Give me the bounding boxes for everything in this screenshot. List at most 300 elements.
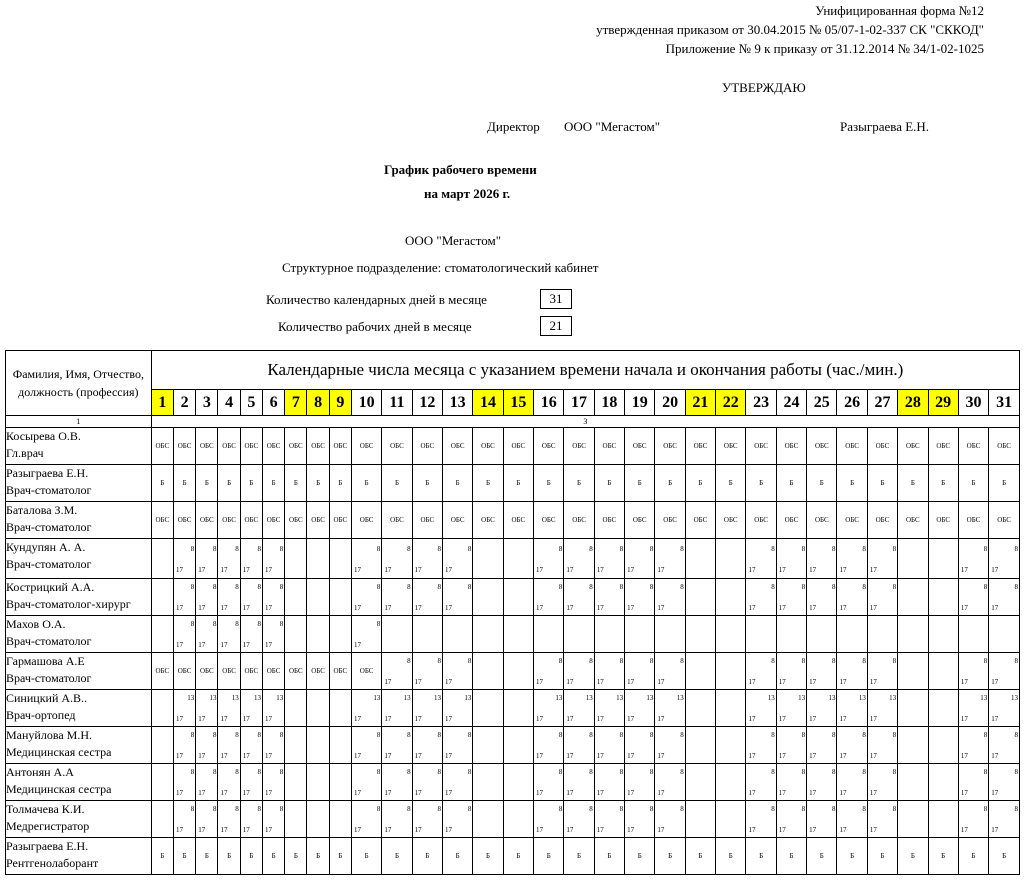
shift-start: 8: [589, 805, 593, 813]
schedule-cell: ОБС: [240, 653, 262, 690]
day-header-29: 29: [928, 390, 958, 416]
schedule-cell: [443, 579, 473, 616]
shift-end: 17: [536, 752, 544, 760]
schedule-cell: [503, 539, 533, 579]
schedule-cell: [196, 616, 218, 653]
employee-position: Врач-стоматолог: [6, 520, 92, 534]
schedule-cell: [928, 653, 958, 690]
schedule-cell: [898, 539, 928, 579]
schedule-cell: [807, 539, 837, 579]
schedule-cell: [928, 539, 958, 579]
schedule-cell: [958, 653, 988, 690]
schedule-cell: [625, 579, 655, 616]
shift-start: 8: [680, 583, 684, 591]
schedule-cell: ОБС: [307, 428, 329, 465]
shift-start: 8: [862, 805, 866, 813]
shift-end: 17: [175, 752, 183, 760]
schedule-cell: Б: [625, 465, 655, 502]
shift-end: 17: [596, 678, 604, 686]
employee-cell: [6, 727, 152, 764]
schedule-cell: [655, 690, 685, 727]
day-header-1: 1: [151, 390, 173, 416]
shift-end: 17: [839, 678, 847, 686]
shift-end: 17: [778, 752, 786, 760]
schedule-cell: [746, 727, 776, 764]
schedule-cell: [382, 579, 412, 616]
schedule-cell: Б: [443, 838, 473, 875]
schedule-cell: [989, 579, 1020, 616]
shift-end: 17: [960, 565, 968, 574]
shift-end: 17: [242, 604, 250, 612]
schedule-cell: [473, 801, 503, 838]
shift-start: 8: [257, 620, 261, 628]
shift-end: 17: [242, 752, 250, 760]
shift-start: 13: [464, 694, 472, 702]
schedule-cell: [218, 579, 240, 616]
schedule-cell: ОБС: [685, 428, 715, 465]
shift-start: 8: [212, 731, 217, 739]
schedule-cell: Б: [958, 465, 988, 502]
schedule-cell: ОБС: [240, 428, 262, 465]
schedule-cell: ОБС: [503, 428, 533, 465]
schedule-cell: [503, 653, 533, 690]
schedule-cell: [329, 539, 351, 579]
schedule-cell: [240, 727, 262, 764]
schedule-cell: Б: [240, 838, 262, 875]
schedule-cell: [837, 727, 867, 764]
schedule-cell: Б: [329, 465, 351, 502]
page-title: График рабочего времени: [384, 162, 537, 177]
schedule-cell: Б: [196, 465, 218, 502]
schedule-cell: [625, 539, 655, 579]
shift-end: 17: [596, 604, 604, 612]
employee-position: Врач-стоматолог: [6, 557, 92, 571]
schedule-cell: Б: [928, 838, 958, 875]
schedule-cell: [307, 690, 329, 727]
shift-end: 17: [566, 789, 574, 797]
shift-start: 8: [212, 805, 217, 813]
shift-end: 17: [869, 752, 877, 760]
schedule-cell: [746, 616, 776, 653]
shift-end: 17: [809, 565, 817, 574]
schedule-table: [5, 350, 1020, 875]
shift-start: 8: [235, 731, 239, 739]
day-header-23: 23: [746, 390, 776, 416]
employee-name: Синицкий А.В..: [6, 691, 88, 705]
schedule-cell: ОБС: [655, 502, 685, 539]
shift-start: 8: [649, 731, 654, 739]
shift-start: 8: [437, 657, 441, 665]
shift-end: 17: [748, 678, 756, 686]
schedule-cell: Б: [746, 838, 776, 875]
schedule-cell: [412, 764, 442, 801]
shift-start: 8: [862, 657, 866, 665]
shift-start: 8: [831, 768, 836, 776]
shift-start: 8: [257, 768, 261, 776]
schedule-cell: Б: [655, 838, 685, 875]
schedule-cell: [351, 764, 381, 801]
schedule-cell: [382, 801, 412, 838]
schedule-cell: Б: [307, 838, 329, 875]
schedule-cell: [262, 801, 284, 838]
shift-end: 17: [445, 678, 452, 686]
schedule-cell: Б: [837, 465, 867, 502]
shift-end: 17: [809, 715, 817, 723]
employee-cell: [6, 653, 152, 690]
schedule-cell: [196, 801, 218, 838]
schedule-cell: [240, 616, 262, 653]
shift-end: 17: [748, 565, 756, 574]
shift-start: 8: [1014, 657, 1018, 665]
schedule-cell: [989, 653, 1020, 690]
schedule-cell: ОБС: [564, 502, 594, 539]
shift-start: 13: [231, 694, 239, 702]
shift-start: 8: [235, 620, 239, 628]
schedule-cell: [867, 539, 897, 579]
shift-end: 17: [536, 565, 544, 574]
schedule-cell: Б: [151, 838, 173, 875]
schedule-cell: [716, 616, 746, 653]
schedule-cell: ОБС: [151, 428, 173, 465]
shift-start: 8: [257, 544, 261, 553]
shift-start: 8: [680, 805, 684, 813]
schedule-cell: [989, 690, 1020, 727]
schedule-cell: ОБС: [196, 428, 218, 465]
schedule-cell: ОБС: [655, 428, 685, 465]
schedule-cell: [329, 690, 351, 727]
schedule-cell: [867, 801, 897, 838]
schedule-cell: ОБС: [625, 502, 655, 539]
shift-start: 8: [376, 544, 381, 553]
day-header-16: 16: [534, 390, 564, 416]
schedule-cell: Б: [173, 465, 195, 502]
schedule-cell: [351, 690, 381, 727]
shift-start: 8: [376, 805, 381, 813]
shift-start: 8: [437, 768, 441, 776]
shift-start: 8: [407, 583, 411, 591]
schedule-cell: [837, 616, 867, 653]
schedule-cell: [594, 690, 624, 727]
schedule-cell: [746, 801, 776, 838]
schedule-cell: [151, 801, 173, 838]
shift-start: 8: [212, 583, 217, 591]
shift-end: 17: [809, 604, 817, 612]
employee-cell: [6, 579, 152, 616]
schedule-cell: ОБС: [351, 502, 381, 539]
schedule-cell: ОБС: [564, 428, 594, 465]
shift-start: 8: [190, 583, 195, 591]
schedule-cell: [898, 653, 928, 690]
schedule-cell: [240, 539, 262, 579]
shift-end: 17: [991, 826, 999, 834]
schedule-cell: ОБС: [329, 428, 351, 465]
director-org: ООО "Мегастом": [564, 119, 661, 134]
schedule-cell: [218, 690, 240, 727]
shift-start: 8: [1014, 544, 1018, 553]
employee-position: Медицинская сестра: [6, 745, 112, 759]
shift-start: 8: [467, 657, 472, 665]
schedule-cell: Б: [262, 838, 284, 875]
schedule-cell: ОБС: [534, 502, 564, 539]
schedule-cell: ОБС: [989, 428, 1020, 465]
schedule-cell: [240, 801, 262, 838]
schedule-cell: [173, 801, 195, 838]
shift-end: 17: [414, 789, 422, 797]
schedule-cell: Б: [807, 838, 837, 875]
schedule-cell: [412, 539, 442, 579]
schedule-cell: ОБС: [503, 502, 533, 539]
shift-start: 8: [801, 768, 806, 776]
shift-start: 13: [585, 694, 593, 702]
schedule-cell: [807, 801, 837, 838]
shift-end: 17: [198, 565, 206, 574]
schedule-cell: ОБС: [958, 502, 988, 539]
schedule-cell: [262, 727, 284, 764]
shift-start: 8: [437, 805, 441, 813]
schedule-cell: ОБС: [716, 502, 746, 539]
shift-end: 17: [220, 604, 228, 612]
schedule-cell: [285, 764, 307, 801]
schedule-cell: [329, 801, 351, 838]
shift-start: 8: [558, 731, 563, 739]
shift-start: 8: [619, 583, 624, 591]
schedule-cell: Б: [151, 465, 173, 502]
schedule-cell: [867, 764, 897, 801]
shift-end: 17: [778, 604, 786, 612]
schedule-cell: ОБС: [716, 428, 746, 465]
schedule-cell: [867, 690, 897, 727]
shift-start: 8: [649, 583, 654, 591]
schedule-cell: Б: [534, 838, 564, 875]
shift-end: 17: [445, 752, 452, 760]
schedule-cell: [594, 539, 624, 579]
employee-name: Баталова З.М.: [6, 503, 78, 517]
schedule-cell: [898, 764, 928, 801]
schedule-cell: [564, 764, 594, 801]
schedule-cell: [473, 690, 503, 727]
schedule-cell: [382, 764, 412, 801]
schedule-cell: [625, 727, 655, 764]
schedule-cell: Б: [867, 838, 897, 875]
shift-end: 17: [627, 565, 635, 574]
employee-cell: [6, 428, 152, 465]
schedule-cell: [503, 690, 533, 727]
table-row: [6, 801, 1020, 838]
shift-end: 17: [809, 826, 817, 834]
schedule-cell: [534, 764, 564, 801]
shift-start: 8: [862, 583, 866, 591]
table-row: [6, 838, 1020, 875]
shift-end: 17: [991, 565, 999, 574]
schedule-cell: ОБС: [898, 428, 928, 465]
shift-start: 8: [235, 544, 239, 553]
shift-end: 17: [839, 604, 847, 612]
shift-start: 13: [253, 694, 261, 702]
schedule-cell: [285, 690, 307, 727]
shift-end: 17: [445, 789, 452, 797]
shift-end: 17: [242, 826, 250, 834]
shift-end: 17: [596, 826, 604, 834]
shift-start: 8: [983, 768, 988, 776]
schedule-cell: [307, 579, 329, 616]
schedule-cell: [716, 764, 746, 801]
shift-start: 13: [373, 694, 381, 702]
shift-end: 17: [414, 752, 422, 760]
schedule-cell: [329, 616, 351, 653]
schedule-cell: ОБС: [218, 502, 240, 539]
shift-start: 8: [619, 768, 624, 776]
shift-end: 17: [596, 752, 604, 760]
shift-end: 17: [353, 789, 361, 797]
shift-start: 8: [862, 544, 866, 553]
schedule-cell: [807, 690, 837, 727]
shift-end: 17: [839, 752, 847, 760]
shift-start: 8: [212, 544, 217, 553]
employee-position: Рентгенолаборант: [6, 856, 99, 870]
schedule-cell: Б: [503, 465, 533, 502]
schedule-cell: [746, 653, 776, 690]
shift-start: 8: [831, 731, 836, 739]
employee-name: Кундупян А. А.: [6, 540, 86, 554]
shift-start: 8: [892, 657, 897, 665]
schedule-cell: [443, 616, 473, 653]
schedule-cell: Б: [240, 465, 262, 502]
schedule-cell: Б: [716, 838, 746, 875]
schedule-cell: [776, 801, 806, 838]
work-days-label: Количество рабочих дней в месяце: [278, 319, 472, 334]
schedule-cell: ОБС: [867, 428, 897, 465]
shift-start: 8: [983, 544, 988, 553]
schedule-cell: Б: [262, 465, 284, 502]
shift-end: 17: [242, 641, 250, 649]
schedule-cell: [285, 539, 307, 579]
shift-start: 8: [801, 657, 806, 665]
shift-end: 17: [596, 565, 604, 574]
schedule-cell: [443, 764, 473, 801]
schedule-cell: [655, 727, 685, 764]
shift-end: 17: [960, 715, 968, 723]
schedule-cell: ОБС: [262, 502, 284, 539]
schedule-cell: [218, 801, 240, 838]
schedule-cell: [776, 539, 806, 579]
shift-start: 13: [616, 694, 624, 702]
shift-end: 17: [264, 641, 272, 649]
shift-start: 8: [467, 544, 472, 553]
shift-end: 17: [445, 826, 452, 834]
shift-end: 17: [264, 715, 272, 723]
schedule-cell: [898, 690, 928, 727]
employee-cell: [6, 539, 152, 579]
day-header-12: 12: [412, 390, 442, 416]
schedule-cell: [307, 539, 329, 579]
shift-start: 8: [407, 768, 411, 776]
schedule-cell: [196, 690, 218, 727]
shift-end: 17: [414, 604, 422, 612]
shift-start: 8: [279, 731, 284, 739]
schedule-cell: Б: [898, 838, 928, 875]
schedule-cell: Б: [564, 838, 594, 875]
day-header-20: 20: [655, 390, 685, 416]
schedule-cell: [262, 616, 284, 653]
shift-end: 17: [384, 752, 392, 760]
shift-end: 17: [839, 789, 847, 797]
shift-end: 17: [748, 789, 756, 797]
day-header-24: 24: [776, 390, 806, 416]
approved-order-line: утвержденная приказом от 30.04.2015 № 05/07-1-02-337 СК "СККОД": [596, 22, 984, 37]
shift-end: 17: [220, 715, 228, 723]
day-header-6: 6: [262, 390, 284, 416]
name-column-header: Фамилия, Имя, Отчество, должность (профессия): [6, 351, 152, 416]
shift-start: 8: [619, 544, 624, 553]
shift-start: 13: [434, 694, 441, 702]
shift-start: 13: [828, 694, 836, 702]
schedule-cell: ОБС: [412, 428, 442, 465]
shift-end: 17: [264, 604, 272, 612]
schedule-cell: [196, 539, 218, 579]
schedule-cell: [776, 727, 806, 764]
employee-cell: [6, 465, 152, 502]
table-row: [6, 727, 1020, 764]
schedule-cell: ОБС: [625, 428, 655, 465]
day-header-13: 13: [443, 390, 473, 416]
calendar-days-value: 31: [540, 289, 572, 309]
schedule-cell: [382, 616, 412, 653]
schedule-cell: [262, 764, 284, 801]
schedule-cell: [928, 801, 958, 838]
schedule-cell: [151, 579, 173, 616]
schedule-cell: [746, 764, 776, 801]
schedule-cell: [655, 616, 685, 653]
schedule-cell: ОБС: [594, 428, 624, 465]
schedule-cell: ОБС: [443, 502, 473, 539]
schedule-cell: [716, 727, 746, 764]
schedule-cell: [989, 539, 1020, 579]
schedule-cell: [594, 727, 624, 764]
shift-end: 17: [748, 715, 756, 723]
schedule-cell: [382, 539, 412, 579]
schedule-cell: [443, 690, 473, 727]
shift-end: 17: [536, 678, 544, 686]
shift-end: 17: [657, 678, 665, 686]
schedule-cell: ОБС: [928, 502, 958, 539]
schedule-cell: ОБС: [807, 428, 837, 465]
shift-end: 17: [566, 565, 574, 574]
schedule-cell: Б: [412, 465, 442, 502]
shift-start: 8: [467, 583, 472, 591]
day-header-9: 9: [329, 390, 351, 416]
schedule-cell: [240, 764, 262, 801]
shift-start: 8: [831, 544, 836, 553]
schedule-cell: ОБС: [412, 502, 442, 539]
schedule-cell: [625, 616, 655, 653]
shift-end: 17: [445, 604, 452, 612]
schedule-cell: ОБС: [173, 428, 195, 465]
schedule-cell: [746, 539, 776, 579]
shift-end: 17: [839, 826, 847, 834]
schedule-cell: [807, 727, 837, 764]
table-row: [6, 616, 1020, 653]
shift-start: 8: [589, 583, 593, 591]
schedule-cell: [412, 727, 442, 764]
schedule-cell: Б: [285, 465, 307, 502]
shift-start: 8: [892, 805, 897, 813]
day-header-26: 26: [837, 390, 867, 416]
schedule-cell: [928, 579, 958, 616]
schedule-cell: [534, 579, 564, 616]
schedule-cell: ОБС: [196, 502, 218, 539]
schedule-cell: [307, 801, 329, 838]
employee-cell: [6, 801, 152, 838]
